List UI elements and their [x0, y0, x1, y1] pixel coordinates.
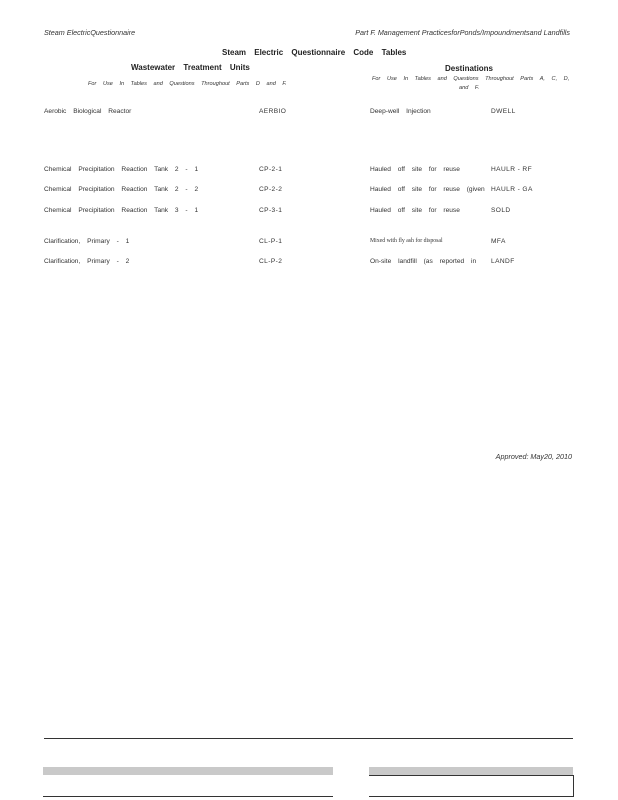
right-row-code: SOLD	[491, 207, 511, 214]
right-row-name: Deep-well Injection	[370, 108, 431, 115]
page-title: Steam Electric Questionnaire Code Tables	[222, 48, 407, 57]
right-row-name: Hauled off site for reuse	[370, 166, 460, 173]
right-row-name: On-site landfill (as reported in	[370, 258, 477, 265]
left-row-name: Aerobic Biological Reactor	[44, 108, 132, 115]
right-table-title: Destinations	[445, 64, 494, 73]
left-row-name: Chemical Precipitation Reaction Tank 2 - 1	[44, 166, 199, 173]
left-row-code: CL-P-1	[259, 238, 283, 245]
footer-box-right	[369, 775, 574, 797]
left-row-code: CP-2-1	[259, 166, 283, 173]
left-row-code: CP-3-1	[259, 207, 283, 214]
header-right: Part F. Management PracticesforPonds/Impoundmentsand Landfills	[355, 28, 570, 37]
right-row-name: Hauled off site for reuse (given	[370, 186, 485, 193]
footer-divider	[44, 738, 573, 739]
footer-rule-right	[369, 796, 574, 797]
approval-date: Approved: May20, 2010	[495, 452, 572, 461]
right-row-code: DWELL	[491, 108, 516, 115]
left-row-name: Clarification, Primary - 1	[44, 238, 130, 245]
right-table-subtitle-line1: For Use In Tables and Questions Throughout Parts A, C, D,	[372, 76, 570, 82]
right-row-code: HAULR - RF	[491, 166, 532, 173]
header-left: Steam ElectricQuestionnaire	[44, 28, 136, 37]
right-table-subtitle-line2: and F.	[459, 85, 480, 91]
right-row-name: Hauled off site for reuse	[370, 207, 460, 214]
left-row-name: Chemical Precipitation Reaction Tank 2 - 2	[44, 186, 199, 193]
left-table-subtitle: For Use In Tables and Questions Throughout Parts D and F.	[88, 81, 287, 87]
footer-gray-bar-left	[43, 767, 333, 775]
right-row-code: LANDF	[491, 258, 515, 265]
left-table-title: Wastewater Treatment Units	[131, 63, 250, 72]
left-row-code: CP-2-2	[259, 186, 283, 193]
left-row-code: CL-P-2	[259, 258, 283, 265]
left-row-name: Chemical Precipitation Reaction Tank 3 - 1	[44, 207, 199, 214]
left-row-name: Clarification, Primary - 2	[44, 258, 130, 265]
footer-rule-left	[43, 796, 333, 797]
left-row-code: AERBIO	[259, 108, 287, 115]
right-row-name: Mixed with fly ash for disposal	[370, 238, 443, 244]
right-row-code: HAULR - GA	[491, 186, 533, 193]
right-row-code: MFA	[491, 238, 506, 245]
footer-gray-bar-right	[369, 767, 573, 775]
